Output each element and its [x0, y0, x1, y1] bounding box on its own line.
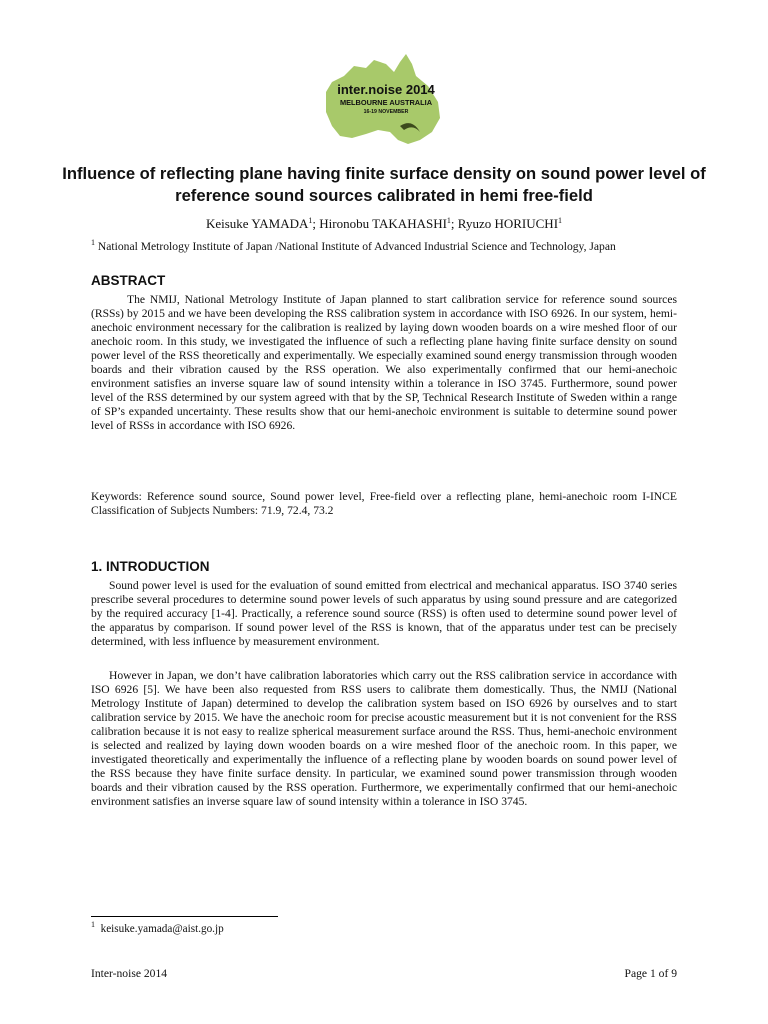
keywords: Keywords: Reference sound source, Sound power level, Free-field over a reflecting plane, hemi-anechoic room I-INCE Classification of Subjects Numbers: 71.9, 72.4, 73.2 [91, 490, 677, 517]
introduction-heading: 1. INTRODUCTION [91, 559, 210, 574]
affiliation-text: National Metrology Institute of Japan /National Institute of Advanced Industrial Science and Technology, Japan [95, 240, 616, 253]
intro-paragraph-1: Sound power level is used for the evaluation of sound emitted from electrical and mechanical apparatus. ISO 3740 series prescribe several procedures to determine sound power levels of such apparatus by using sound pressure and are categorized by the required accuracy [1-4]. Practically, a reference sound source (RSS) is often used to determine sound power level of the apparatus by comparison. If sound power level of the RSS is known, that of the apparatus under test can be precisely determined, with less influence by measurement environment. [91, 579, 677, 648]
logo-event-name: inter.noise 2014 [337, 82, 435, 97]
footnote-email: keisuke.yamada@aist.go.jp [100, 923, 224, 935]
author-name: Ryuzo HORIUCHI [457, 216, 559, 231]
footnote-mark: 1 [91, 920, 95, 929]
footer-conference: Inter-noise 2014 [91, 967, 168, 980]
logo-location: MELBOURNE AUSTRALIA [339, 98, 433, 107]
abstract-text: The NMIJ, National Metrology Institute of Japan planned to start calibration service for reference sound sources (RSSs) by 2015 and we have been developing the RSS calibration system in accordance with ISO 6926. In our system, hemi-anechoic environment necessary for the calibration is realized by laying down wooden boards on a wire meshed floor of our anechoic room. In this study, we investigated the influence of such a reflecting plane having finite surface density on sound power level of the RSS theoretically and experimentally. We especially examined sound energy transmission through wooden boards and their vibration caused by the RSS operation. We also experimentally confirmed that our hemi-anechoic environment satisfies an inverse square law of sound intensity within a tolerance in ISO 3745. Furthermore, sound power level of the RSS determined by our system agreed with that by the SP, Technical Research Institute of Sweden within a range of SP’s expanded uncertainty. These results show that our hemi-anechoic environment is suitable to determine sound power level of RSSs in accordance with ISO 6926. [91, 293, 677, 432]
affiliation [91, 240, 691, 254]
footnote [91, 922, 224, 936]
footer-page-number: Page 1 of 9 [624, 967, 677, 980]
author-separator: ; [312, 216, 320, 231]
author-name: Keisuke YAMADA [205, 216, 309, 231]
author-separator: ; [450, 216, 458, 231]
footnote-divider [91, 916, 278, 917]
author-affiliation-mark: 1 [558, 216, 563, 225]
author-affiliation-mark: 1 [308, 216, 313, 225]
conference-logo [316, 48, 452, 152]
intro-paragraph-2: However in Japan, we don’t have calibration laboratories which carry out the RSS calibration service in accordance with ISO 6926 [5]. We have been also requested from RSS users to calibrate them domestically. Thus, the NMIJ (National Metrology Institute of Japan) determined to develop the calibration system based on ISO 6926 by ourselves and to start calibration service by 2015. We have the anechoic room for precise acoustic measurement but it is not convenient for the RSS calibration because it is not easy to realize spherical measurement surface around the RSS. Thus, hemi-anechoic environment is selected and realized by laying down wooden boards on a wire meshed floor of the anechoic room. In this paper, we investigated theoretically and experimentally the influence of a reflecting plane by wooden boards on sound power level of the RSS because they have finite surface density. In particular, we examined sound power transmission through wooden boards and their vibration caused by the RSS operation. Furthermore, we experimentally confirmed that our hemi-anechoic environment satisfies an inverse square law of sound intensity within a tolerance in ISO 3745. [91, 669, 677, 808]
paper-title: Influence of reflecting plane having finite surface density on sound power level of reference sound sources calibrated in hemi free-field [62, 164, 706, 205]
author-name: Hironobu TAKAHASHI [319, 216, 447, 231]
abstract-heading: ABSTRACT [91, 273, 166, 288]
author-affiliation-mark: 1 [446, 216, 451, 225]
affiliation-mark: 1 [91, 238, 95, 247]
logo-dates: 16-19 NOVEMBER [363, 109, 409, 115]
author-list [60, 216, 708, 232]
